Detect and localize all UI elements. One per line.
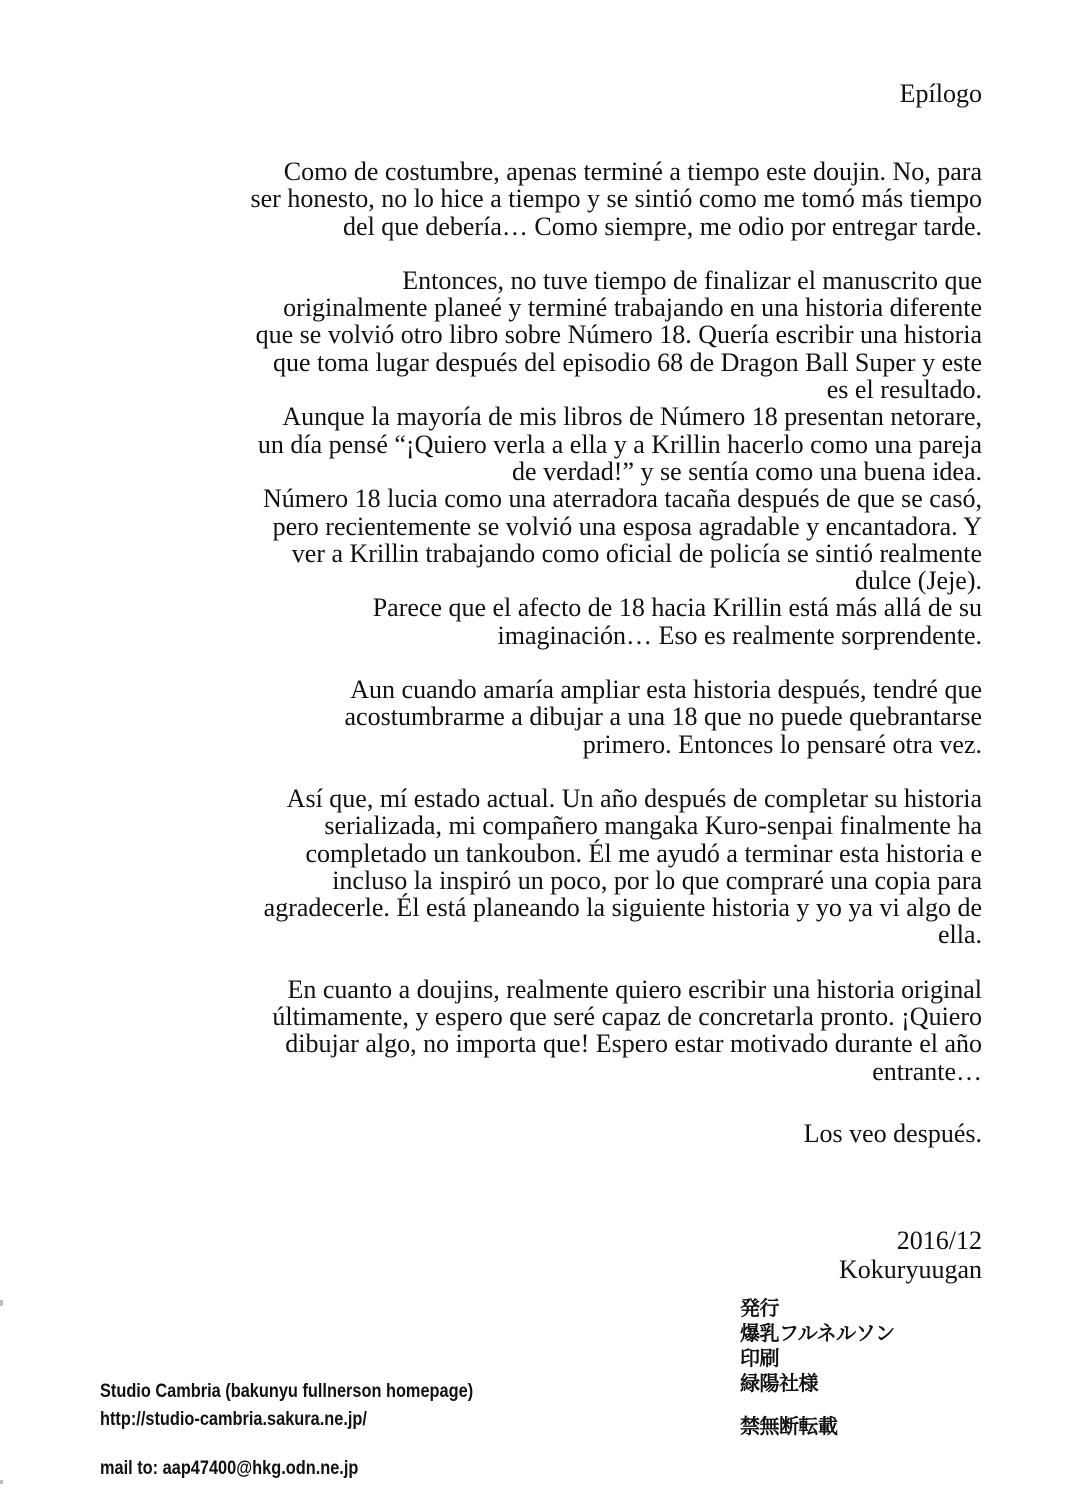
text-line: del que debería… Como siempre, me odio por entregar tarde. <box>343 211 982 241</box>
text-line: ver a Krillin trabajando como oficial de policía se sintió realmente <box>291 538 982 568</box>
paragraph-1 <box>90 158 982 240</box>
paragraph-3 <box>90 676 982 758</box>
studio-name: Studio Cambria (bakunyu fullnerson homepage) <box>100 1381 474 1402</box>
text-line: es el resultado. <box>826 375 982 405</box>
paragraph-5 <box>90 976 982 1085</box>
mail-contact-link[interactable]: mail to: aap47400@hkg.odn.ne.jp <box>100 1458 359 1479</box>
sign-off: Los veo después. <box>803 1119 982 1148</box>
text-line: Como de costumbre, apenas terminé a tiempo este doujin. No, para <box>283 157 982 186</box>
text-line: acostumbrarme a dibujar a una 18 que no puede quebrantarse <box>344 702 982 732</box>
text-line: completado un tankoubon. Él me ayudó a terminar esta historia e <box>305 838 982 868</box>
text-line: que se volvió otro libro sobre Número 18. Quería escribir una historia <box>255 320 982 350</box>
text-line: incluso la inspiró un poco, por lo que compraré una copia para <box>332 865 982 895</box>
text-line: En cuanto a doujins, realmente quiero escribir una historia original <box>287 974 982 1004</box>
text-line: dibujar algo, no importa que! Espero estar motivado durante el año <box>285 1029 982 1059</box>
page-title: Epílogo <box>899 79 982 108</box>
studio-url-link[interactable]: http://studio-cambria.sakura.ne.jp/ <box>100 1409 367 1430</box>
text-line: Así que, mí estado actual. Un año después de completar su historia <box>286 783 982 813</box>
text-line: agradecerle. Él está planeando la siguiente historia y yo ya vi algo de <box>263 893 982 923</box>
text-line: que toma lugar después del episodio 68 de Dragon Ball Super y este <box>272 347 982 377</box>
edge-mark <box>0 1480 3 1484</box>
studio-info <box>100 1378 473 1434</box>
author-name: Kokuryuugan <box>839 1255 982 1284</box>
text-line: entrante… <box>872 1056 982 1086</box>
text-line: pero recientemente se volvió una esposa agradable y encantadora. Y <box>272 511 982 541</box>
text-line: ser honesto, no lo hice a tiempo y se sintió como me tomó más tiempo <box>250 184 982 214</box>
text-line: Entonces, no tuve tiempo de finalizar el manuscrito que <box>402 265 982 295</box>
colophon <box>740 1296 895 1439</box>
reprint-notice: 禁無断転載 <box>740 1414 838 1438</box>
text-line: primero. Entonces lo pensaré otra vez. <box>582 729 982 759</box>
date: 2016/12 <box>896 1226 982 1255</box>
text-line: dulce (Jeje). <box>854 566 982 596</box>
text-line: ella. <box>937 920 982 950</box>
printer-name: 緑陽社様 <box>740 1371 818 1395</box>
text-line: un día pensé “¡Quiero verla a ella y a Krillin hacerlo como una pareja <box>257 429 982 459</box>
printer-label: 印刷 <box>740 1346 779 1370</box>
text-line: Número 18 lucia como una aterradora tacaña después de que se casó, <box>262 484 982 514</box>
publisher-name: 爆乳フルネルソン <box>740 1321 895 1345</box>
edge-mark <box>0 1300 3 1306</box>
text-line: Aun cuando amaría ampliar esta historia después, tendré que <box>350 675 982 705</box>
publisher-label: 発行 <box>740 1296 779 1320</box>
text-line: últimamente, y espero que seré capaz de concretarla pronto. ¡Quiero <box>272 1002 982 1032</box>
epilogue-body <box>90 158 982 1085</box>
date-author-block <box>839 1226 982 1284</box>
paragraph-4 <box>90 785 982 949</box>
text-line: de verdad!” y se sentía como una buena idea. <box>512 456 982 486</box>
text-line: imaginación… Eso es realmente sorprendente. <box>497 620 982 650</box>
text-line: Aunque la mayoría de mis libros de Número 18 presentan netorare, <box>282 402 982 432</box>
paragraph-2 <box>90 267 982 649</box>
text-line: serializada, mi compañero mangaka Kuro-senpai finalmente ha <box>324 811 982 841</box>
text-line: Parece que el afecto de 18 hacia Krillin está más allá de su <box>372 593 982 623</box>
text-line: originalmente planeé y terminé trabajando en una historia diferente <box>283 293 982 323</box>
